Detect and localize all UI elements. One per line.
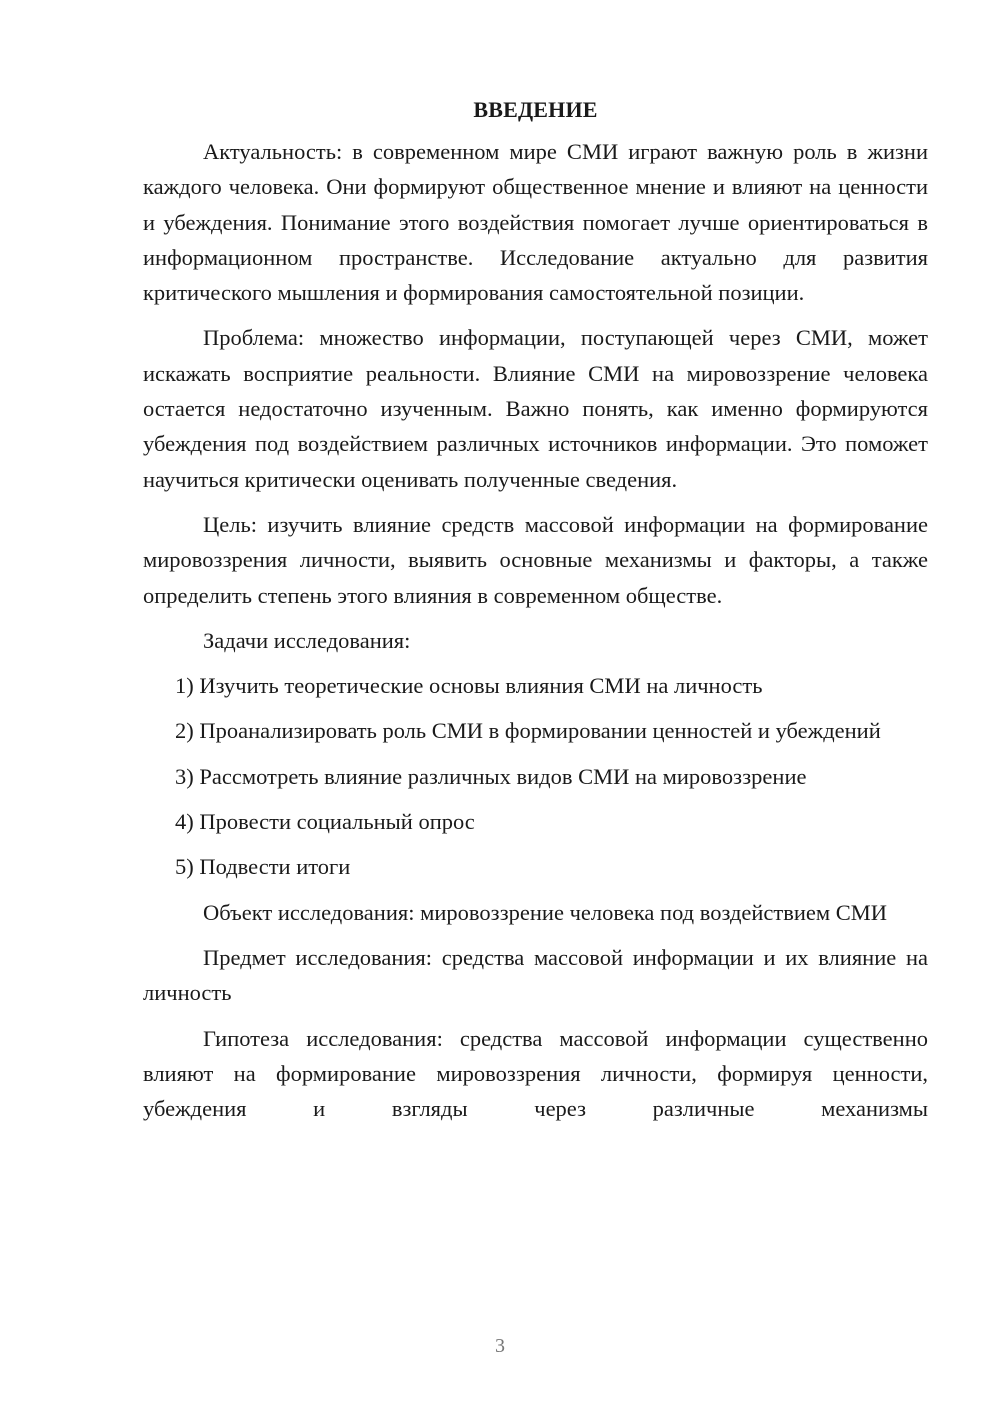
relevance-paragraph: Актуальность: в современном мире СМИ играют важную роль в жизни каждого человека. Они формируют общественное мнение и влияют на ценности и убеждения. Понимание этого воздействия помогает лучше ориентироваться в информационном пространстве. Исследование актуально для развития критического мышления и формирования самостоятельной позиции. [143,139,928,306]
task-item-3: 3) Рассмотреть влияние различных видов СМИ на мировоззрение [175,763,807,789]
hypothesis-paragraph: Гипотеза исследования: средства массовой информации существенно влияют на формирование мировоззрения личности, формируя ценности, убеждения и взгляды через различные механизмы [143,1025,928,1122]
task-item-2: 2) Проанализировать роль СМИ в формировании ценностей и убеждений [175,718,881,744]
section-heading: ВВЕДЕНИЕ [473,97,598,122]
subject-paragraph: Предмет исследования: средства массовой информации и их влияние на личность [143,944,928,1006]
task-item-5: 5) Подвести итоги [175,854,351,880]
goal-paragraph: Цель: изучить влияние средств массовой информации на формирование мировоззрения личности, выявить основные механизмы и факторы, а также определить степень этого влияния в современном обществе. [143,511,928,608]
object-paragraph: Объект исследования: мировоззрение человека под воздействием СМИ [203,899,888,925]
task-item-1: 1) Изучить теоретические основы влияния СМИ на личность [175,673,763,699]
page-number: 3 [495,1335,505,1357]
problem-paragraph: Проблема: множество информации, поступающей через СМИ, может искажать восприятие реальности. Влияние СМИ на мировоззрение человека остается недостаточно изученным. Важно понять, как именно формируются убеждения под воздействием различных источников информации. Это поможет научиться критически оценивать полученные сведения. [143,325,928,492]
tasks-label: Задачи исследования: [203,627,411,653]
task-item-4: 4) Провести социальный опрос [175,809,475,835]
page-content [143,92,928,1136]
